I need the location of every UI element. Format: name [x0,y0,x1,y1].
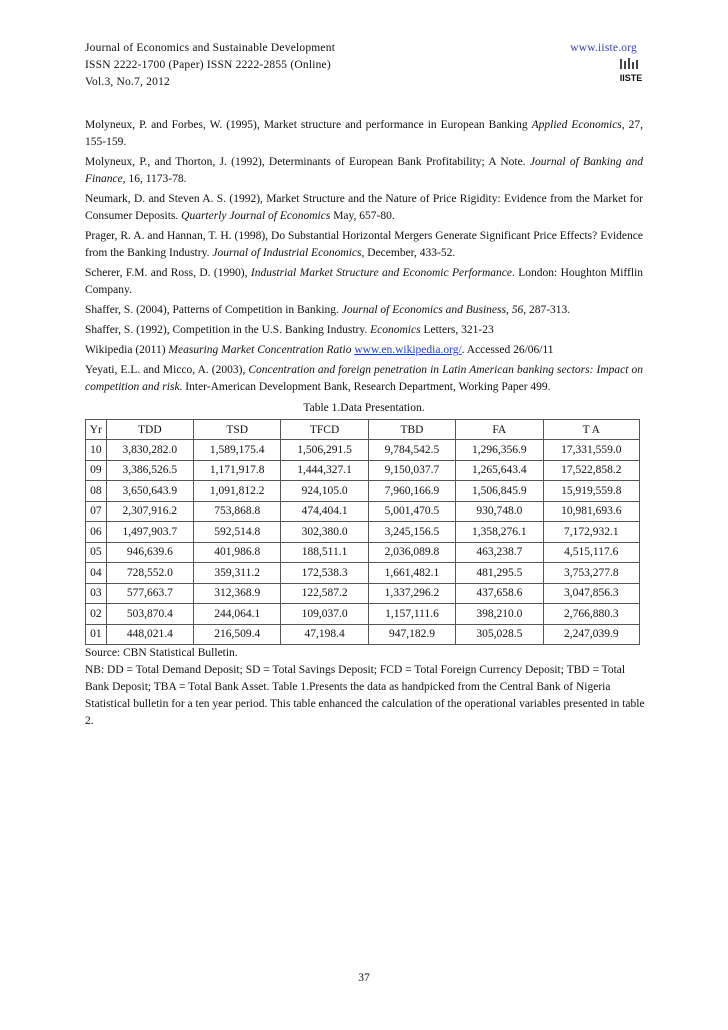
reference-text: Wikipedia (2011) [85,344,169,356]
reference-italic: Journal of Banking and Finance, [85,156,643,185]
reference-text-end: Letters, 321-23 [420,324,494,336]
data-table [85,419,640,645]
table-cell: 3,386,526.5 [106,460,193,481]
table-cell: 946,639.6 [106,542,193,563]
table-cell: 503,870.4 [106,604,193,625]
column-header: TDD [106,420,193,440]
table-cell: 924,105.0 [281,481,368,502]
table-row [86,542,640,563]
reference-text: Neumark, D. and Steven A. S. (1992), Market Structure and the Nature of Price Rigidity: Evidence from the Market for Consumer Deposits. [85,193,643,222]
reference-text-end: . Accessed 26/06/11 [461,344,554,356]
table-cell: 09 [86,460,107,481]
table-cell: 302,380.0 [281,522,368,543]
svg-text:IISTE: IISTE [619,73,643,83]
table-cell: 172,538.3 [281,563,368,584]
reference-item [85,117,643,151]
reference-text-end: 16, 1173-78. [125,173,187,185]
table-cell: 398,210.0 [456,604,543,625]
table-cell: 07 [86,501,107,522]
table-cell: 481,295.5 [456,563,543,584]
table-cell: 15,919,559.8 [543,481,639,502]
table-row [86,440,640,461]
table-cell: 47,198.4 [281,624,368,645]
table-caption: Table 1.Data Presentation. [303,402,425,414]
column-header: FA [456,420,543,440]
table-row [86,501,640,522]
table-cell: 474,404.1 [281,501,368,522]
table-cell: 109,037.0 [281,604,368,625]
table-cell: 216,509.4 [194,624,281,645]
reference-text: Molyneux, P., and Thorton, J. (1992), Determinants of European Bank Profitability; A Note. [85,156,530,168]
table-cell: 1,506,845.9 [456,481,543,502]
journal-url[interactable]: www.iiste.org [570,42,637,54]
reference-item [85,228,643,262]
reference-text: Scherer, F.M. and Ross, D. (1990), [85,267,251,279]
table-cell: 2,036,089.8 [368,542,455,563]
table-cell: 1,661,482.1 [368,563,455,584]
table-cell: 17,522,858.2 [543,460,639,481]
table-cell: 592,514.8 [194,522,281,543]
table-cell: 3,753,277.8 [543,563,639,584]
table-cell: 3,245,156.5 [368,522,455,543]
page-number: 37 [358,972,370,984]
table-cell: 947,182.9 [368,624,455,645]
table-cell: 10 [86,440,107,461]
reference-text: Shaffer, S. (2004), Patterns of Competition in Banking. [85,304,342,316]
table-cell: 17,331,559.0 [543,440,639,461]
reference-text-end: . Inter-American Development Bank, Research Department, Working Paper 499. [179,381,551,393]
table-cell: 2,307,916.2 [106,501,193,522]
column-header: TBD [368,420,455,440]
reference-italic: Applied Economics, [531,119,625,131]
table-cell: 06 [86,522,107,543]
reference-italic: Measuring Market Concentration Ratio [168,344,352,356]
table-cell: 753,868.8 [194,501,281,522]
table-cell: 1,358,276.1 [456,522,543,543]
table-cell: 3,650,643.9 [106,481,193,502]
reference-item [85,191,643,225]
reference-italic: Concentration and foreign penetration in Latin American banking sectors: Impact on competition and risk [85,364,643,393]
reference-text: Prager, R. A. and Hannan, T. H. (1998), Do Substantial Horizontal Mergers Generate Significant Price Effects? Evidence from the Banking Industry. [85,230,643,259]
table-cell: 3,047,856.3 [543,583,639,604]
column-header: TFCD [281,420,368,440]
table-header-row [86,420,640,440]
table-cell: 244,064.1 [194,604,281,625]
table-cell: 305,028.5 [456,624,543,645]
table-row [86,460,640,481]
table-cell: 03 [86,583,107,604]
table-cell: 5,001,470.5 [368,501,455,522]
table-cell: 448,021.4 [106,624,193,645]
table-cell: 312,368.9 [194,583,281,604]
table-cell: 437,658.6 [456,583,543,604]
table-cell: 7,172,932.1 [543,522,639,543]
table-cell: 1,296,356.9 [456,440,543,461]
table-cell: 9,784,542.5 [368,440,455,461]
reference-item [85,154,643,188]
table-notes [85,645,645,730]
table-cell: 122,587.2 [281,583,368,604]
table-cell: 08 [86,481,107,502]
journal-volume: Vol.3, No.7, 2012 [85,76,170,88]
column-header: TSD [194,420,281,440]
iiste-logo [618,57,644,83]
table-row [86,583,640,604]
reference-italic: Journal of Economics and Business, 56 [341,304,524,316]
reference-text-end: , 287-313. [523,304,571,316]
column-header: Yr [86,420,107,440]
table-cell: 10,981,693.6 [543,501,639,522]
table-cell: 1,506,291.5 [281,440,368,461]
reference-item [85,322,643,339]
table-cell: 401,986.8 [194,542,281,563]
table-cell: 1,444,327.1 [281,460,368,481]
reference-italic: Journal of Industrial Economics, [212,247,365,259]
table-cell: 1,265,643.4 [456,460,543,481]
reference-text-end: 27, 155-159. [85,119,644,148]
table-cell: 1,091,812.2 [194,481,281,502]
table-cell: 463,238.7 [456,542,543,563]
reference-list [85,117,643,399]
reference-item [85,265,643,299]
table-cell: 1,337,296.2 [368,583,455,604]
table-cell: 2,766,880.3 [543,604,639,625]
reference-link[interactable]: www.en.wikipedia.org/ [354,344,462,356]
table-cell: 4,515,117.6 [543,542,639,563]
reference-italic: Quarterly Journal of Economics [181,210,331,222]
reference-item [85,342,643,359]
table-note: NB: DD = Total Demand Deposit; SD = Total Savings Deposit; FCD = Total Foreign Currency Deposit; TBD = Total Bank Deposit; TBA = Total Bank Asset. Table 1.Presents the data as handpicked from the Central Bank of Nigeria Statistical bulletin for a ten year period. This table enhanced the calculation of the operational variables presented in table 2. [85,664,645,727]
table-cell: 188,511.1 [281,542,368,563]
table-cell: 9,150,037.7 [368,460,455,481]
table-row [86,563,640,584]
table-cell: 02 [86,604,107,625]
journal-title: Journal of Economics and Sustainable Development [85,42,336,54]
table-cell: 1,171,917.8 [194,460,281,481]
table-cell: 3,830,282.0 [106,440,193,461]
table-cell: 7,960,166.9 [368,481,455,502]
reference-text: Shaffer, S. (1992), Competition in the U.S. Banking Industry. [85,324,371,336]
table-cell: 577,663.7 [106,583,193,604]
reference-text: Molyneux, P. and Forbes, W. (1995), Market structure and performance in European Banking [85,119,532,131]
table-cell: 05 [86,542,107,563]
table-row [86,522,640,543]
table-source: Source: CBN Statistical Bulletin. [85,647,238,659]
table-row [86,624,640,645]
reference-text-end: . London: Houghton Mifflin Company. [85,267,644,296]
reference-item [85,362,643,396]
table-cell: 930,748.0 [456,501,543,522]
table-cell: 1,589,175.4 [194,440,281,461]
table-cell: 728,552.0 [106,563,193,584]
reference-text: Yeyati, E.L. and Micco, A. (2003), [85,364,249,376]
reference-italic: Industrial Market Structure and Economic Performance [250,267,512,279]
table-cell: 1,157,111.6 [368,604,455,625]
reference-text-end: May, 657-80. [330,210,395,222]
table-cell: 359,311.2 [194,563,281,584]
table-cell: 01 [86,624,107,645]
reference-item [85,302,643,319]
journal-issn: ISSN 2222-1700 (Paper) ISSN 2222-2855 (Online) [85,59,331,71]
table-body [86,440,640,645]
reference-italic: Economics [370,324,421,336]
table-cell: 04 [86,563,107,584]
table-cell: 1,497,903.7 [106,522,193,543]
reference-text-end: December, 433-52. [364,247,456,259]
journal-header [85,40,645,91]
table-row [86,481,640,502]
column-header: T A [543,420,639,440]
table-row [86,604,640,625]
table-cell: 2,247,039.9 [543,624,639,645]
